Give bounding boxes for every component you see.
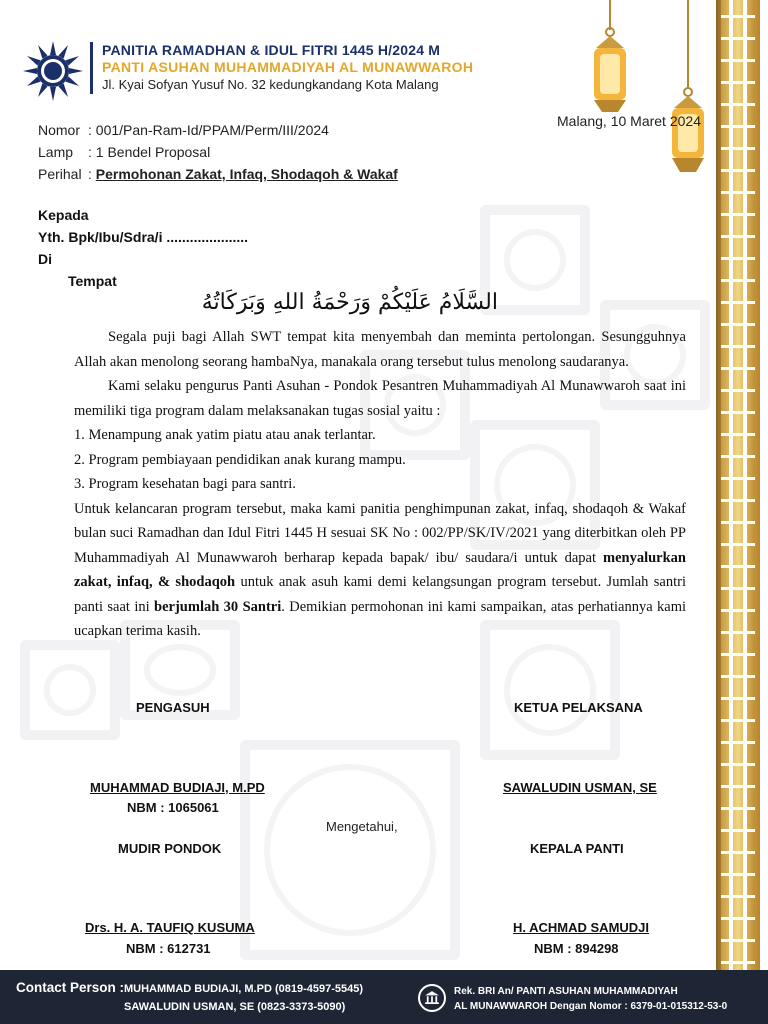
contact-label: Contact Person : bbox=[16, 980, 125, 995]
pengasuh-nbm: NBM : 1065061 bbox=[127, 800, 219, 815]
program-list-item-1: 1. Menampung anak yatim piatu atau anak terlantar. bbox=[74, 427, 376, 443]
perihal-separator: : bbox=[88, 166, 96, 182]
organization-name: PANTI ASUHAN MUHAMMADIYAH AL MUNAWWAROH bbox=[102, 59, 474, 75]
background-pattern bbox=[20, 640, 120, 740]
kepala-name: H. ACHMAD SAMUDJI bbox=[513, 920, 650, 935]
pengasuh-title: PENGASUH bbox=[136, 700, 210, 715]
bank-account-line-2: AL MUNAWWAROH Dengan Nomor : 6379-01-015312-53-0 bbox=[454, 1001, 728, 1012]
lamp-label: Lamp bbox=[38, 144, 74, 160]
header-divider bbox=[90, 42, 93, 94]
committee-title: PANITIA RAMADHAN & IDUL FITRI 1445 H/2024 M bbox=[102, 42, 441, 58]
body-paragraph-3-part-a: Untuk kelancaran program tersebut, maka kami panitia penghimpunan zakat, infaq, shodaqoh & Wakaf bulan suci Ramadhan dan Idul Fitri 1445 H sesuai SK No : 002/PP/SK/IV/2021 yang diterbitkan oleh PP Muhammadiyah Al Munawwaroh berharap kepada bapak/ ibu/ saudara/i untuk dapat bbox=[74, 500, 686, 566]
recipient-di: Di bbox=[38, 251, 52, 267]
mudir-nbm: NBM : 612731 bbox=[126, 941, 211, 956]
kepala-title: KEPALA PANTI bbox=[530, 841, 624, 856]
organization-address: Jl. Kyai Sofyan Yusuf No. 32 kedungkandang Kota Malang bbox=[102, 77, 439, 92]
letter-date: Malang, 10 Maret 2024 bbox=[557, 113, 701, 129]
bank-icon bbox=[418, 984, 446, 1012]
ketua-name: SAWALUDIN USMAN, SE bbox=[503, 780, 657, 795]
nomor-value: : 001/Pan-Ram-Id/PPAM/Perm/III/2024 bbox=[88, 122, 329, 138]
mudir-title: MUDIR PONDOK bbox=[118, 841, 222, 856]
nomor-line bbox=[38, 122, 329, 138]
lantern-icon bbox=[582, 0, 638, 120]
contact-person-2: SAWALUDIN USMAN, SE (0823-3373-5090) bbox=[124, 1001, 346, 1013]
body-paragraph-1: Segala puji bagi Allah SWT tempat kita menyembah dan meminta pertolongan. Sesungguhnya Allah akan menolong seorang hambaNya, manakala orang tersebut tulus menolong saudaranya. bbox=[74, 329, 686, 370]
perihal-line bbox=[38, 166, 398, 182]
program-list-item-2: 2. Program pembiayaan pendidikan anak kurang mampu. bbox=[74, 451, 406, 468]
lamp-value: : 1 Bendel Proposal bbox=[88, 144, 211, 160]
arabic-greeting: السَّلَامُ عَلَيْكُمْ وَرَحْمَةُ اللهِ وَبَرَكَاتُهُ bbox=[201, 290, 498, 315]
lantern-icon bbox=[660, 0, 716, 180]
letter-body bbox=[74, 325, 686, 644]
bank-account-line-1: Rek. BRI An/ PANTI ASUHAN MUHAMMADIYAH bbox=[454, 986, 678, 997]
kepala-nbm: NBM : 894298 bbox=[534, 941, 619, 956]
pengasuh-name: MUHAMMAD BUDIAJI, M.PD bbox=[90, 780, 265, 795]
body-paragraph-2: Kami selaku pengurus Panti Asuhan - Pondok Pesantren Muhammadiyah Al Munawwaroh saat ini memiliki tiga program dalam melaksanakan tugas sosial yaitu : bbox=[74, 378, 686, 419]
body-paragraph-3-part-e: . Demikian permohonan ini kami sampaikan, atas perhatiannya kami ucapkan terima kasih. bbox=[74, 598, 687, 639]
contact-person-1: MUHAMMAD BUDIAJI, M.PD (0819-4597-5545) bbox=[124, 983, 364, 995]
background-pattern bbox=[240, 740, 460, 960]
recipient-tempat: Tempat bbox=[68, 273, 117, 289]
recipient-kepada: Kepada bbox=[38, 207, 89, 223]
ketua-title: KETUA PELAKSANA bbox=[514, 700, 643, 715]
body-paragraph-3-part-c: untuk anak asuh kami demi kelangsungan program tersebut. Jumlah santri panti saat ini bbox=[74, 574, 686, 615]
gold-greek-key-border bbox=[716, 0, 760, 970]
perihal-value: Permohonan Zakat, Infaq, Shodaqoh & Wakaf bbox=[95, 166, 398, 182]
body-paragraph-3-emphasis-2: berjumlah 30 Santri bbox=[154, 598, 282, 615]
nomor-label: Nomor bbox=[38, 122, 81, 138]
mengetahui-label: Mengetahui, bbox=[326, 819, 398, 834]
lamp-line bbox=[38, 144, 210, 160]
program-list-item-3: 3. Program kesehatan bagi para santri. bbox=[74, 476, 296, 492]
body-paragraph-3 bbox=[74, 497, 686, 644]
recipient-yth: Yth. Bpk/Ibu/Sdra/i ..................... bbox=[38, 229, 249, 245]
mudir-name: Drs. H. A. TAUFIQ KUSUMA bbox=[85, 920, 255, 935]
body-paragraph-3-emphasis-1: menyalurkan zakat, infaq, & shodaqoh bbox=[74, 549, 686, 590]
contact-footer bbox=[0, 970, 768, 1024]
muhammadiyah-logo-icon bbox=[22, 40, 84, 102]
perihal-label: Perihal bbox=[38, 166, 82, 182]
